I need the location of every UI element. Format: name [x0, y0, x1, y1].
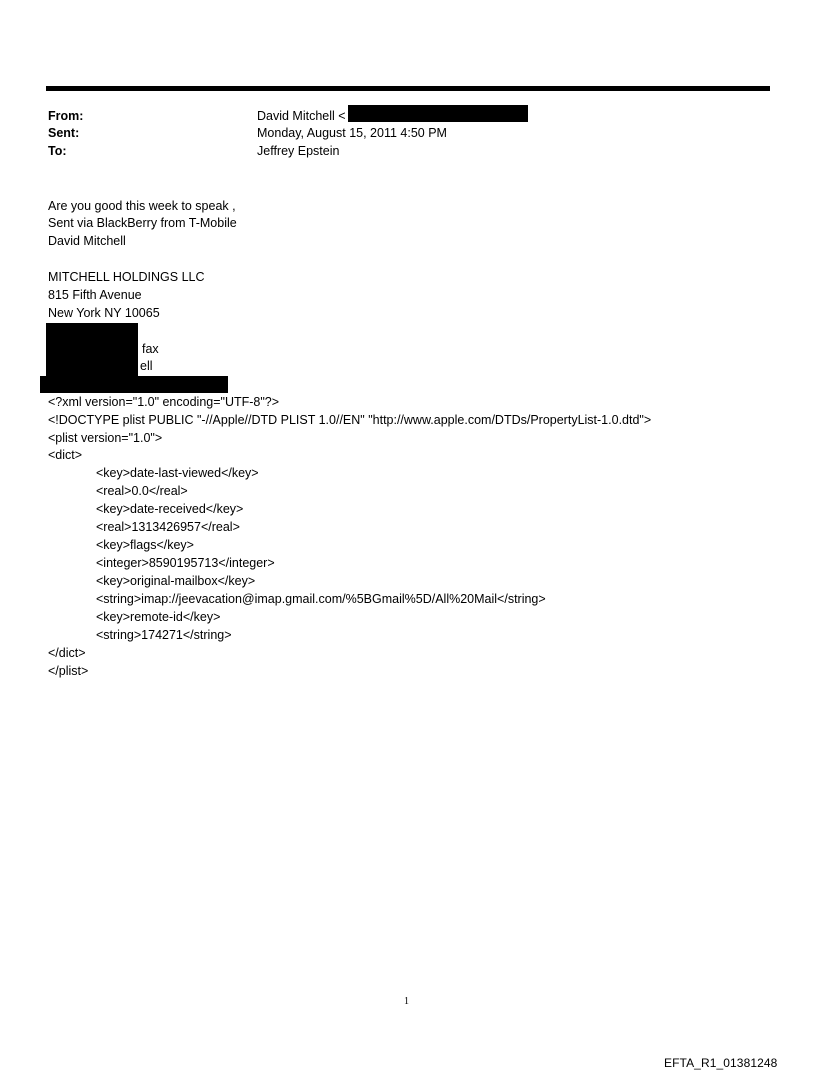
plist-line: <real>1313426957</real> — [96, 520, 240, 534]
message-line: Are you good this week to speak , — [48, 199, 236, 213]
message-line: David Mitchell — [48, 234, 126, 248]
plist-line: <?xml version="1.0" encoding="UTF-8"?> — [48, 395, 280, 409]
sent-value: Monday, August 15, 2011 4:50 PM — [257, 126, 447, 140]
plist-line: </plist> — [48, 664, 89, 678]
cell-fragment: ell — [140, 359, 153, 373]
from-label: From: — [48, 109, 84, 123]
redaction-phone — [46, 323, 138, 376]
document-id: EFTA_R1_01381248 — [664, 1056, 778, 1070]
message-line: Sent via BlackBerry from T-Mobile — [48, 216, 237, 230]
plist-line: <key>original-mailbox</key> — [96, 574, 256, 588]
plist-line: <key>remote-id</key> — [96, 610, 221, 624]
signature-line: 815 Fifth Avenue — [48, 288, 142, 302]
plist-line: <key>flags</key> — [96, 538, 194, 552]
plist-line: <string>174271</string> — [96, 628, 232, 642]
fax-fragment: fax — [142, 342, 159, 356]
plist-line: <!DOCTYPE plist PUBLIC "-//Apple//DTD PLIST 1.0//EN" "http://www.apple.com/DTDs/PropertyList-1.0.dtd"> — [48, 413, 652, 427]
plist-line: <integer>8590195713</integer> — [96, 556, 275, 570]
page-number: 1 — [404, 996, 409, 1007]
redaction-email-2 — [40, 376, 228, 393]
plist-line: <key>date-received</key> — [96, 502, 244, 516]
signature-line: New York NY 10065 — [48, 306, 160, 320]
to-label: To: — [48, 144, 67, 158]
to-value: Jeffrey Epstein — [257, 144, 340, 158]
sent-label: Sent: — [48, 126, 80, 140]
redaction-email — [348, 105, 528, 122]
from-value: David Mitchell < — [257, 109, 346, 123]
plist-line: <plist version="1.0"> — [48, 431, 163, 445]
plist-line: <dict> — [48, 448, 83, 462]
plist-line: </dict> — [48, 646, 86, 660]
plist-line: <string>imap://jeevacation@imap.gmail.com/%5BGmail%5D/All%20Mail</string> — [96, 592, 546, 606]
plist-line: <real>0.0</real> — [96, 484, 188, 498]
header-rule — [46, 86, 770, 91]
signature-line: MITCHELL HOLDINGS LLC — [48, 270, 205, 284]
plist-line: <key>date-last-viewed</key> — [96, 466, 259, 480]
